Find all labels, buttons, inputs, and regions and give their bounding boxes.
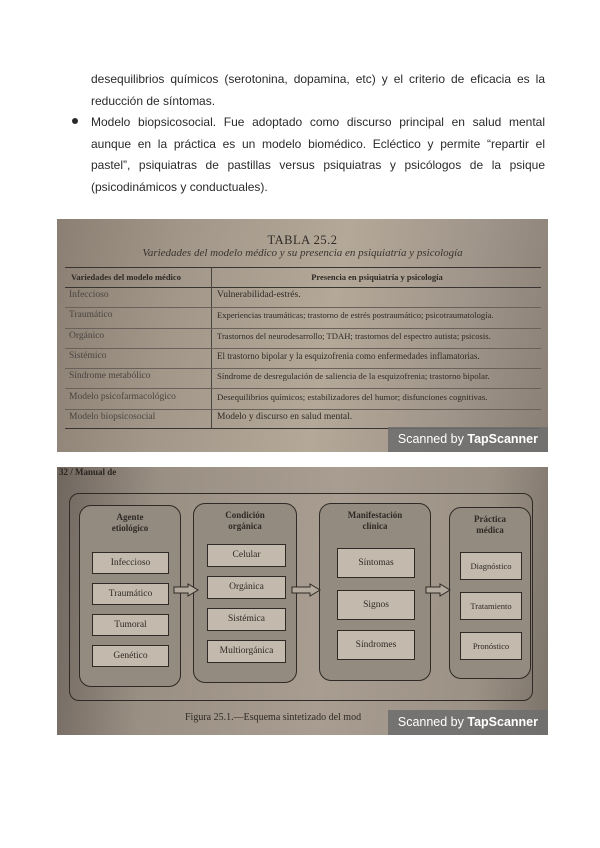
right-arrow-icon — [425, 583, 451, 597]
table-cell: Síndrome de desregulación de saliencia de la esquizofrenia; trastorno bipolar. — [217, 371, 490, 382]
diagram-box: Orgánica — [207, 576, 286, 599]
page-header-fragment: 32 / Manual de — [59, 467, 117, 477]
table-cell: Experiencias traumáticas; trastorno de estrés postraumático; psicotraumatología. — [217, 310, 494, 321]
table-cell: El trastorno bipolar y la esquizofrenia como enfermedades inflamatorias. — [217, 350, 480, 361]
table-cell: Infeccioso — [69, 290, 109, 300]
table-title: TABLA 25.2 — [267, 233, 338, 247]
table-cell: Orgánico — [69, 330, 105, 341]
watermark-brand: TapScanner — [467, 715, 538, 729]
diagram-box: Síntomas — [337, 548, 415, 578]
table-row — [65, 348, 541, 369]
diagram-box: Traumático — [92, 583, 169, 605]
text-line: desequilibrios químicos (serotonina, dopamina, etc) y el criterio de eficacia es la — [91, 72, 545, 86]
column-heading: Condición orgánica — [225, 510, 265, 531]
text-line: reducción de síntomas. — [91, 93, 216, 108]
table-cell: Modelo y discurso en salud mental. — [217, 411, 353, 422]
scanned-diagram-image — [57, 467, 548, 735]
column-header: Variedades del modelo médico — [71, 272, 181, 282]
table-row — [65, 389, 541, 410]
figure-caption: Figura 25.1.—Esquema sintetizado del mod — [185, 712, 362, 723]
diagram-box: Celular — [207, 544, 286, 567]
text-line: pastel”, psiquiatras de pastillas versus psiquiatras y psicólogos de la psique — [91, 158, 545, 172]
bullet-paragraph — [91, 112, 545, 198]
table-cell: Trastornos del neurodesarrollo; TDAH; trastornos del espectro autista; psicosis. — [217, 330, 491, 341]
diagram-box: Pronóstico — [460, 632, 522, 660]
diagram-box: Diagnóstico — [460, 552, 522, 580]
watermark-prefix: Scanned by — [397, 715, 464, 729]
scanner-watermark — [388, 427, 548, 452]
table-row — [65, 328, 541, 349]
table-cell: Desequilibrios químicos; estabilizadores del humor; disfunciones cognitivas. — [217, 391, 488, 402]
text-line: (psicodinámicos y conductuales). — [91, 179, 268, 194]
data-table — [65, 267, 541, 429]
table-header — [65, 268, 541, 288]
diagram-column-practice — [449, 507, 531, 679]
table-subtitle: Variedades del modelo médico y su presencia en psiquiatría y psicología — [142, 247, 463, 259]
continuation-paragraph — [91, 69, 545, 112]
table-cell: Traumático — [69, 310, 113, 321]
diagram-box: Síndromes — [337, 630, 415, 660]
table-row — [65, 287, 541, 308]
diagram-column-manifestation — [319, 503, 431, 681]
text-line: aunque en la práctica es un modelo biomédico. Ecléctico y permite “repartir el — [91, 136, 545, 151]
watermark-brand: TapScanner — [467, 432, 538, 446]
diagram-box: Genético — [92, 645, 169, 667]
bullet-icon — [72, 118, 78, 124]
table-cell: Vulnerabilidad-estrés. — [217, 290, 301, 300]
table-row — [65, 368, 541, 389]
watermark-prefix: Scanned by — [397, 432, 464, 446]
column-heading: Manifestación clínica — [347, 510, 403, 531]
table-cell: Sistémico — [69, 350, 107, 361]
scanner-watermark — [388, 710, 548, 735]
column-header: Presencia en psiquiatría y psicología — [311, 272, 443, 282]
table-cell: Modelo biopsicosocial — [69, 411, 156, 422]
diagram-column-condition — [193, 503, 297, 683]
right-arrow-icon — [173, 583, 199, 597]
text-line: Modelo biopsicosocial. Fue adoptado como discurso principal en salud mental — [91, 115, 545, 129]
diagram-box: Tratamiento — [460, 592, 522, 620]
diagram-box: Multiorgánica — [207, 640, 286, 663]
table-cell: Modelo psicofarmacológico — [69, 391, 176, 402]
table-cell: Síndrome metabólico — [69, 371, 151, 382]
diagram-column-agent — [79, 505, 181, 687]
scanned-table-image — [57, 219, 548, 452]
diagram-box: Sistémica — [207, 608, 286, 631]
diagram-box: Signos — [337, 590, 415, 620]
right-arrow-icon — [291, 583, 321, 597]
table-row — [65, 307, 541, 328]
column-heading: Agente etiológico — [111, 512, 149, 533]
column-heading: Práctica médica — [474, 514, 506, 535]
diagram-box: Infeccioso — [92, 552, 169, 574]
diagram-box: Tumoral — [92, 614, 169, 636]
